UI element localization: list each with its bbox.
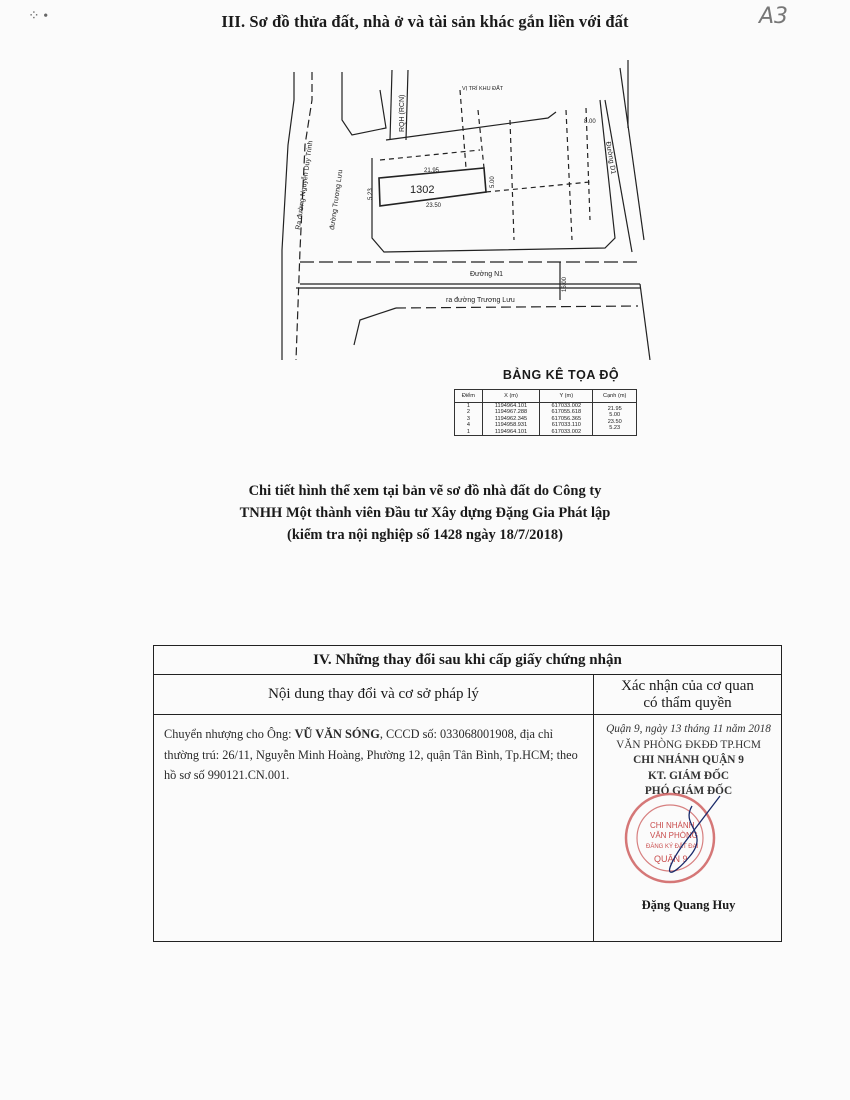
- road-line: [406, 70, 408, 140]
- road-line: [390, 70, 392, 140]
- coord-cell: 23.50: [593, 419, 637, 425]
- coord-cell: 2: [455, 409, 483, 415]
- coord-cell: 617056.365: [540, 416, 593, 422]
- seal-icon: [620, 786, 740, 886]
- coord-header: Cạnh (m): [593, 390, 637, 403]
- coord-cell: 1194964.101: [482, 429, 539, 436]
- coord-cell: 21.95: [593, 406, 637, 413]
- lot-divider: [510, 120, 514, 240]
- seal-text: QUẬN 9: [654, 854, 688, 864]
- road-line: [354, 308, 396, 345]
- land-plot-diagram: [0, 0, 850, 360]
- coord-cell: 617055.618: [540, 409, 593, 415]
- content-text: , CCCD số: 033068001908, địa chỉ thường trú: 26/11, Nguyễn Minh Hoàng, Phường 12, quận Tân Bình, Tp.HCM; theo hồ sơ số 990121.CN.001.: [164, 727, 578, 782]
- col-header-content: Nội dung thay đổi và cơ sở pháp lý: [154, 674, 594, 715]
- coord-cell: 1194964.101: [482, 403, 539, 410]
- coord-cell: 1194958.931: [482, 422, 539, 428]
- road-label: Đường D1: [604, 141, 617, 175]
- margin-mark: ⁘ •: [28, 9, 49, 24]
- coord-cell: 617033.110: [540, 422, 593, 428]
- road-label: ra đường Trương Lưu: [446, 297, 515, 304]
- column-divider: [593, 715, 594, 941]
- block-outline: [372, 100, 615, 252]
- road-line: [620, 68, 644, 240]
- seal-text: CHI NHÁNH: [650, 821, 695, 830]
- coord-cell: 617033.002: [540, 429, 593, 436]
- road-line: [282, 72, 294, 360]
- seal-text: ĐĂNG KÝ ĐẤT ĐAI: [646, 844, 699, 850]
- drawing-notes: [0, 480, 850, 546]
- edge-label: 23.50: [426, 203, 442, 209]
- section3-title: III. Sơ đồ thửa đất, nhà ở và tài sản khác gắn liền với đất: [221, 12, 629, 31]
- coord-header: X (m): [482, 390, 539, 403]
- block-outline: [386, 112, 556, 140]
- coord-cell: 617033.002: [540, 403, 593, 410]
- changes-table: [153, 645, 782, 942]
- seal-text: VĂN PHÒNG: [650, 831, 699, 840]
- table-row: [455, 403, 637, 410]
- road-label: Đường N1: [470, 271, 504, 278]
- coord-cell: 4: [455, 422, 483, 428]
- road-line: [640, 284, 650, 360]
- road-label: RQH (RCN): [399, 94, 406, 132]
- lot-divider: [478, 110, 484, 168]
- edge-label: 16.00: [562, 276, 568, 292]
- coord-cell: 1: [455, 429, 483, 436]
- note-line: Chi tiết hình thể xem tại bản vẽ sơ đồ nhà đất do Công ty: [248, 483, 602, 499]
- col-header-line: có thẩm quyền: [643, 695, 732, 711]
- road-line: [396, 306, 638, 308]
- road-label: Ra đường Nguyễn Duy Trinh: [295, 140, 315, 231]
- edge-label: 5.23: [368, 188, 374, 200]
- col-header-confirm: [594, 674, 781, 715]
- coord-header: Điểm: [455, 390, 483, 403]
- page-code: A3: [758, 4, 788, 29]
- road-label: đường Trương Lưu: [329, 169, 345, 231]
- road-line: [342, 72, 386, 135]
- confirm-date: Quận 9, ngày 13 tháng 11 năm 2018: [606, 723, 771, 735]
- lot-divider: [486, 182, 590, 192]
- section4-title: IV. Những thay đổi sau khi cấp giấy chứng nhận: [154, 646, 781, 675]
- coord-cell: 3: [455, 416, 483, 422]
- coord-header: Y (m): [540, 390, 593, 403]
- edge-label: 8.00: [584, 119, 596, 125]
- official-seal: [620, 786, 740, 886]
- coord-cell: 1194967.288: [482, 409, 539, 415]
- change-content: [164, 724, 584, 786]
- coord-table-title: BẢNG KÊ TỌA ĐỘ: [502, 368, 620, 382]
- coord-cell: 5.00: [593, 412, 637, 418]
- coord-cell: 5.23: [593, 425, 637, 431]
- confirm-office: VĂN PHÒNG ĐKĐĐ TP.HCM: [616, 738, 761, 751]
- coord-table: [454, 389, 637, 436]
- coord-cell: 1: [455, 403, 483, 410]
- col-header-line: Xác nhận của cơ quan: [621, 678, 754, 694]
- note-line: TNHH Một thành viên Đầu tư Xây dựng Đặng Gia Phát lập: [239, 505, 611, 521]
- confirm-title: PHÓ GIÁM ĐỐC: [644, 785, 733, 797]
- signer-name: Đặng Quang Huy: [641, 898, 736, 912]
- confirm-branch: CHI NHÁNH QUẬN 9: [633, 754, 744, 766]
- note-line: (kiểm tra nội nghiệp số 1428 ngày 18/7/2018): [287, 527, 563, 543]
- parcel-number: 1302: [410, 184, 435, 196]
- edge-label: 21.95: [424, 168, 440, 174]
- content-text: Chuyển nhượng cho Ông:: [164, 727, 295, 741]
- buyer-name: VŨ VĂN SÓNG: [294, 727, 380, 741]
- confirm-title: KT. GIÁM ĐỐC: [647, 769, 730, 782]
- coord-cell: 1194962.345: [482, 416, 539, 422]
- lot-divider: [566, 110, 572, 240]
- edge-label: 5.00: [490, 176, 496, 188]
- location-label: VỊ TRÍ KHU ĐẤT: [462, 86, 504, 92]
